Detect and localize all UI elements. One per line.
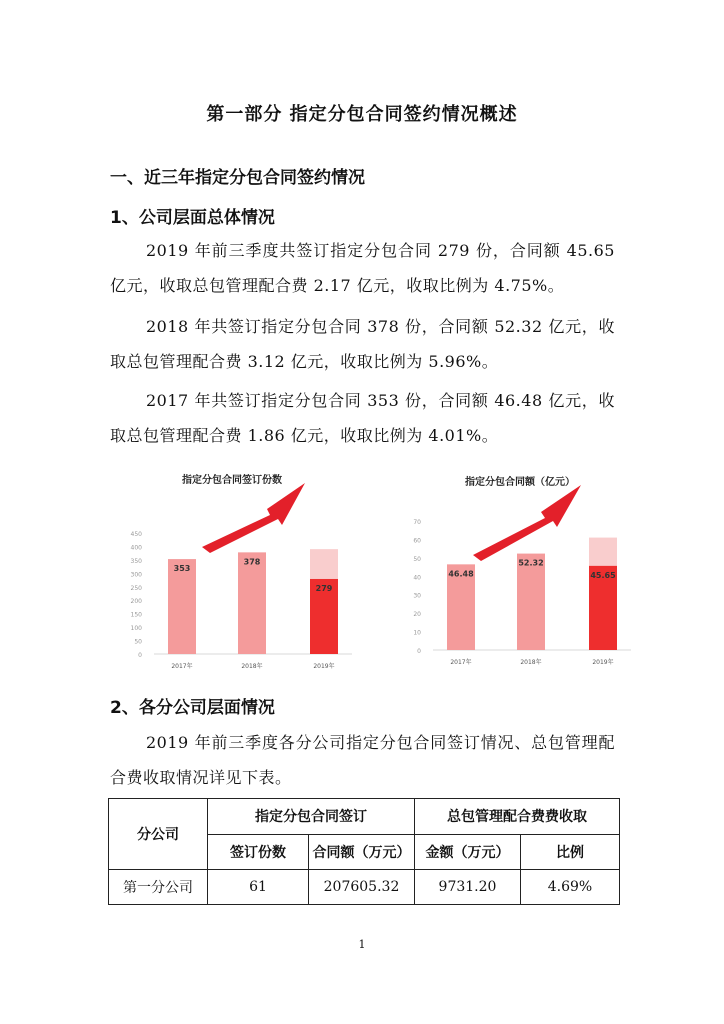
chart-title: 指定分包合同额（亿元） [465, 477, 575, 488]
x-tick-label: 2017年 [171, 663, 193, 670]
y-tick-label: 50 [134, 638, 142, 646]
cell-company: 第一分公司 [109, 870, 208, 905]
cell-count: 61 [208, 870, 309, 905]
data-label: 378 [243, 557, 261, 567]
y-tick-label: 60 [413, 537, 421, 545]
x-tick-label: 2018年 [241, 663, 263, 670]
chart-title: 指定分包合同签订份数 [182, 475, 282, 486]
table-row [109, 870, 620, 905]
data-label: 45.65 [590, 570, 616, 580]
y-tick-label: 40 [413, 574, 421, 582]
header-amount: 合同额（万元） [309, 834, 415, 870]
chart-contract-count [120, 465, 360, 675]
y-tick-label: 0 [417, 648, 421, 655]
chart-contract-amount [405, 465, 650, 675]
cell-fee: 9731.20 [415, 870, 521, 905]
subsection-heading: 1、公司层面总体情况 [110, 208, 275, 228]
data-label: 353 [173, 564, 191, 574]
y-tick-label: 100 [130, 625, 142, 633]
header-count: 签订份数 [208, 834, 309, 870]
data-label: 46.48 [448, 569, 474, 579]
header-fee: 金额（万元） [415, 834, 521, 870]
y-tick-label: 150 [130, 611, 142, 619]
x-tick-label: 2017年 [450, 659, 472, 666]
chart-svg [405, 465, 650, 675]
chart-svg [120, 465, 360, 675]
header-company: 分公司 [109, 799, 208, 870]
y-tick-label: 20 [413, 611, 421, 619]
header-contract-group: 指定分包合同签订 [208, 799, 415, 835]
bar [168, 559, 196, 654]
x-tick-label: 2019年 [313, 663, 335, 670]
x-tick-label: 2018年 [520, 659, 542, 666]
y-tick-label: 10 [413, 629, 421, 637]
subsection-heading: 2、各分公司层面情况 [110, 698, 275, 718]
page-number: 1 [358, 938, 366, 951]
trend-arrow [473, 485, 581, 561]
y-tick-label: 350 [130, 557, 142, 565]
y-tick-label: 450 [130, 531, 142, 538]
y-tick-label: 0 [138, 652, 142, 659]
y-tick-label: 250 [130, 584, 142, 592]
cell-ratio: 4.69% [521, 870, 620, 905]
paragraph-2017: 2017 年共签订指定分包合同 353 份，合同额 46.48 亿元，收取总包管理配合费 1.86 亿元，收取比例为 4.01%。 [110, 391, 615, 445]
summary-table [108, 798, 620, 905]
y-tick-label: 50 [413, 555, 421, 563]
data-label: 279 [315, 583, 333, 593]
x-tick-label: 2019年 [592, 659, 614, 666]
bar [517, 554, 545, 650]
y-tick-label: 300 [130, 571, 142, 579]
paragraph-table-intro: 2019 年前三季度各分公司指定分包合同签订情况、总包管理配合费收取情况详见下表。 [110, 733, 615, 787]
page-title: 第一部分 指定分包合同签约情况概述 [206, 104, 518, 125]
y-tick-label: 30 [413, 592, 421, 600]
section-heading: 一、近三年指定分包合同签约情况 [110, 168, 365, 188]
bar [238, 552, 266, 654]
header-fee-group: 总包管理配合费费收取 [415, 799, 620, 835]
cell-amount: 207605.32 [309, 870, 415, 905]
data-label: 52.32 [518, 558, 544, 568]
paragraph-2019: 2019 年前三季度共签订指定分包合同 279 份，合同额 45.65 亿元，收取总包管理配合费 2.17 亿元，收取比例为 4.75%。 [110, 241, 615, 295]
y-tick-label: 70 [413, 519, 421, 526]
y-tick-label: 400 [130, 544, 142, 552]
paragraph-2018: 2018 年共签订指定分包合同 378 份，合同额 52.32 亿元，收取总包管理配合费 3.12 亿元，收取比例为 5.96%。 [110, 317, 615, 371]
header-ratio: 比例 [521, 834, 620, 870]
trend-arrow [202, 483, 305, 553]
y-tick-label: 200 [130, 598, 142, 606]
